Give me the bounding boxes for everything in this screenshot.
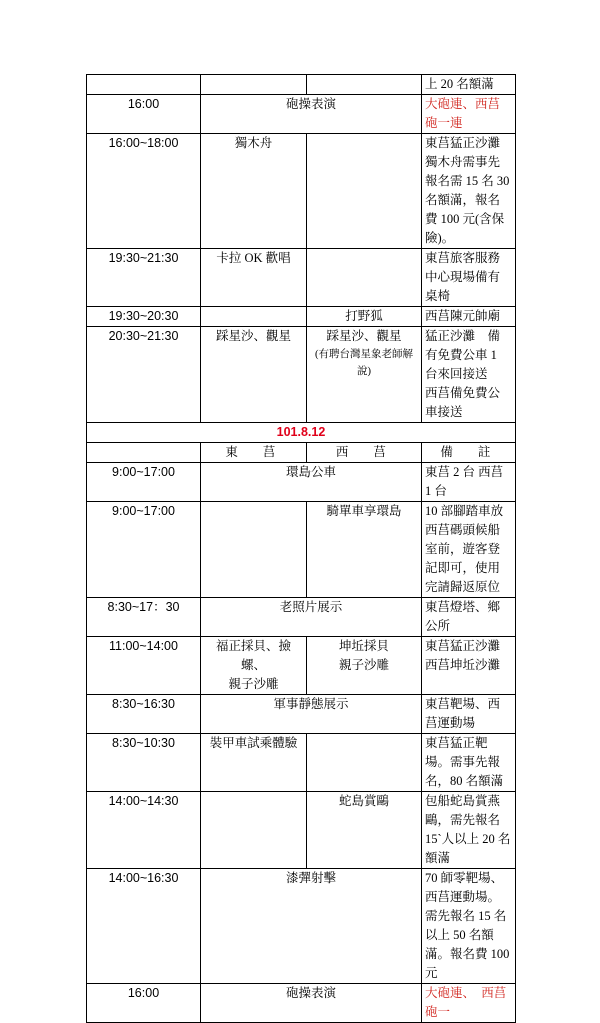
time-cell: 8:30~17：30 [87, 598, 201, 637]
event-cell: 軍事靜態展示 [201, 695, 422, 734]
note-cell: 東莒旅客服務中心現場備有桌椅 [422, 249, 516, 307]
note-cell: 東莒猛正靶場。需事先報名，80 名額滿 [422, 734, 516, 792]
time-cell: 14:00~14:30 [87, 792, 201, 869]
east-cell [201, 75, 307, 95]
time-header-cell [87, 443, 201, 463]
west-cell [307, 249, 422, 307]
time-cell: 11:00~14:00 [87, 637, 201, 695]
time-cell: 19:30~20:30 [87, 307, 201, 327]
event-cell: 老照片展示 [201, 598, 422, 637]
time-cell [87, 75, 201, 95]
west-cell [307, 75, 422, 95]
table-row [87, 134, 516, 249]
table-row [87, 307, 516, 327]
west-cell [307, 637, 422, 695]
table-row [87, 463, 516, 502]
east-cell [201, 307, 307, 327]
note-cell: 東莒 2 台 西莒 1 台 [422, 463, 516, 502]
east-activity-line: 福正採貝、撿螺、 [215, 639, 291, 672]
time-cell: 16:00~18:00 [87, 134, 201, 249]
header-row [87, 443, 516, 463]
table-row [87, 792, 516, 869]
table-row [87, 75, 516, 95]
time-cell: 8:30~10:30 [87, 734, 201, 792]
west-cell: 蛇島賞鷗 [307, 792, 422, 869]
time-cell: 19:30~21:30 [87, 249, 201, 307]
table-row [87, 249, 516, 307]
east-cell [201, 792, 307, 869]
east-cell [201, 637, 307, 695]
table-row [87, 869, 516, 984]
table-row [87, 598, 516, 637]
time-cell: 9:00~17:00 [87, 463, 201, 502]
table-row [87, 637, 516, 695]
west-activity-subnote: (有聘台灣星象老師解說) [315, 349, 413, 377]
west-activity-line: 親子沙雕 [338, 658, 389, 672]
note-header: 備 註 [422, 443, 516, 463]
note-cell: 上 20 名額滿 [422, 75, 516, 95]
activity-schedule-table [86, 74, 516, 1023]
west-activity: 踩星沙、觀星 [326, 329, 402, 343]
note-cell: 10 部腳踏車放西莒碼頭候船室前，遊客登記即可，使用完請歸返原位 [422, 502, 516, 598]
event-cell: 環島公車 [201, 463, 422, 502]
table-row [87, 984, 516, 1023]
note-cell: 西莒陳元帥廟 [422, 307, 516, 327]
table-row [87, 502, 516, 598]
note-line: 西莒坤坵沙灘 [425, 658, 501, 672]
west-cell [307, 134, 422, 249]
east-cell: 裝甲車試乘體驗 [201, 734, 307, 792]
note-cell: 大砲連、 西莒砲一 [422, 984, 516, 1023]
east-cell: 獨木舟 [201, 134, 307, 249]
west-cell: 騎單車享環島 [307, 502, 422, 598]
east-header: 東 莒 [201, 443, 307, 463]
west-header: 西 莒 [307, 443, 422, 463]
table-row [87, 327, 516, 423]
east-activity-line: 親子沙雕 [228, 677, 279, 691]
note-cell: 大砲連、西莒砲一連 [422, 95, 516, 134]
table-row [87, 695, 516, 734]
time-cell: 16:00 [87, 984, 201, 1023]
table-row [87, 95, 516, 134]
west-cell [307, 327, 422, 423]
note-line: 東莒猛正沙灘 [425, 639, 501, 653]
table-row [87, 734, 516, 792]
time-cell: 9:00~17:00 [87, 502, 201, 598]
note-cell: 猛正沙灘 備有免費公車 1 台來回接送 西莒備免費公車接送 [422, 327, 516, 423]
note-cell: 東莒靶場、西莒運動場 [422, 695, 516, 734]
time-cell: 14:00~16:30 [87, 869, 201, 984]
note-cell: 70 師零靶場、西莒運動場。需先報名 15 名以上 50 名額滿。報名費 100 元 [422, 869, 516, 984]
event-cell: 漆彈射擊 [201, 869, 422, 984]
east-cell [201, 502, 307, 598]
west-cell [307, 734, 422, 792]
date-row [87, 423, 516, 443]
west-cell: 打野狐 [307, 307, 422, 327]
note-cell: 東莒猛正沙灘 獨木舟需事先報名需 15 名 30 名額滿，報名費 100 元(含保險)。 [422, 134, 516, 249]
date-heading: 101.8.12 [87, 423, 516, 443]
note-cell: 包船蛇島賞燕鷗，需先報名 15`人以上 20 名額滿 [422, 792, 516, 869]
note-cell: 東莒燈塔、鄉公所 [422, 598, 516, 637]
east-cell: 踩星沙、觀星 [201, 327, 307, 423]
event-cell: 砲操表演 [201, 95, 422, 134]
time-cell: 8:30~16:30 [87, 695, 201, 734]
east-cell: 卡拉 OK 歡唱 [201, 249, 307, 307]
event-cell: 砲操表演 [201, 984, 422, 1023]
time-cell: 16:00 [87, 95, 201, 134]
west-activity-line: 坤坵採貝 [338, 639, 389, 653]
note-cell [422, 637, 516, 695]
time-cell: 20:30~21:30 [87, 327, 201, 423]
